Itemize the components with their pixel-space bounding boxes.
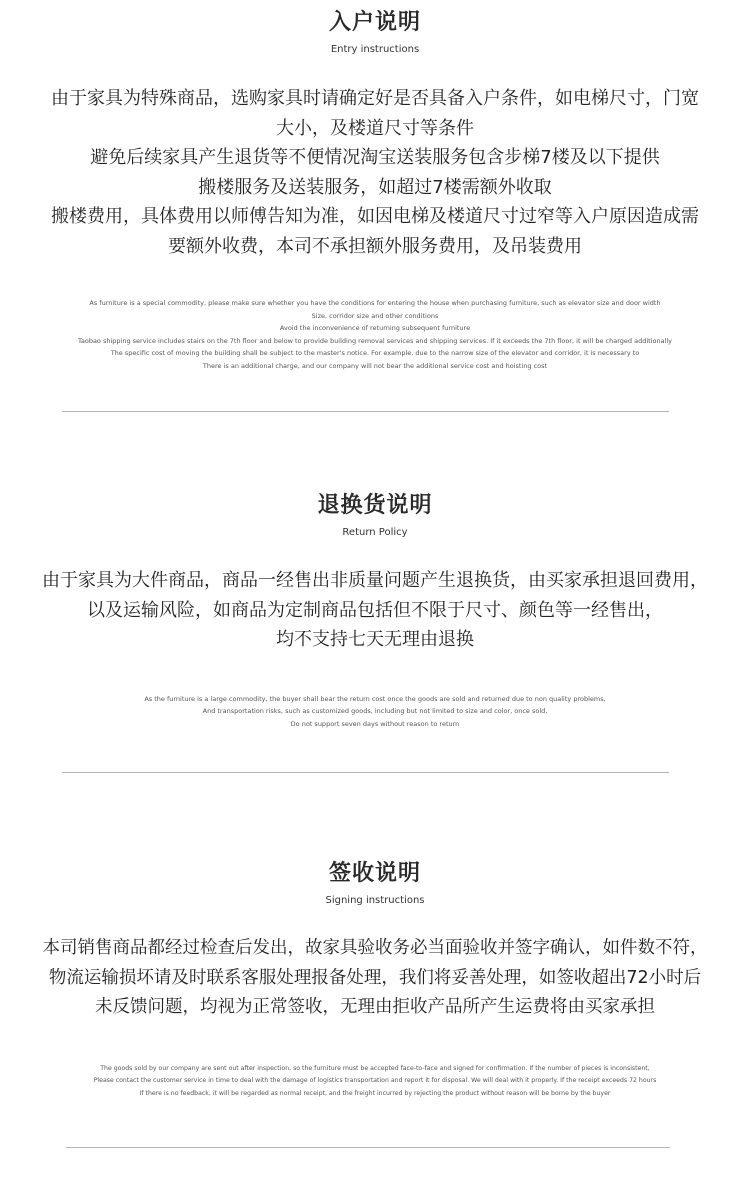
body-line-en: If there is no feedback, it will be regarded as normal receipt, and the freight incurred by rejecting the product without reason will be borne by the buyer (139, 1089, 611, 1097)
section-divider (66, 1147, 670, 1148)
section-title-en: Signing instructions (325, 895, 425, 906)
body-line: 以及运输风险，如商品为定制商品包括但不限于尺寸、颜色等一经售出， (87, 599, 663, 621)
body-line: 由于家具为特殊商品，选购家具时请确定好是否具备入户条件，如电梯尺寸，门宽 (51, 88, 699, 109)
section-divider (62, 772, 669, 773)
section-body-en (0, 1063, 750, 1101)
entry-instructions-section (0, 0, 750, 372)
body-line: 要额外收费，本司不承担额外服务费用，及吊装费用 (168, 235, 582, 257)
body-line: 避免后续家具产生退货等不便情况淘宝送装服务包含步梯7楼及以下提供 (90, 147, 660, 168)
section-body-cn (0, 84, 750, 261)
body-line: 均不支持七天无理由退换 (276, 629, 474, 650)
body-line-en: Avoid the inconvenience of returning subsequent furniture (279, 324, 471, 332)
body-line: 搬楼费用，具体费用以师傅告知为准，如因电梯及楼道尺寸过窄等入户原因造成需 (51, 206, 699, 227)
section-title-cn: 入户说明 (328, 10, 421, 35)
signing-instructions-section (0, 852, 750, 1100)
body-line: 物流运输损坏请及时联系客服处理报备处理，我们将妥善处理，如签收超出72小时后 (48, 967, 702, 988)
body-line: 未反馈问题，均视为正常签收，无理由拒收产品所产生运费将由买家承担 (95, 997, 655, 1017)
body-line-en: There is an additional charge, and our company will not bear the additional service cost and hoisting cost (202, 361, 548, 370)
section-body-cn (0, 566, 750, 655)
section-divider (62, 411, 669, 412)
section-body-en (0, 297, 750, 372)
section-body-cn (0, 934, 750, 1023)
body-line: 本司销售商品都经过检查后发出，故家具验收务必当面验收并签字确认，如件数不符， (42, 938, 708, 958)
section-title-cn: 签收说明 (328, 861, 421, 886)
body-line-en: As furniture is a special commodity, please make sure whether you have the conditions for entering the house when purchasing furniture, such as elevator size and door width (89, 299, 661, 307)
body-line-en: The specific cost of moving the building shall be subject to the master's notice. For example, due to the narrow size of the elevator and corridor, it is necessary to (110, 349, 640, 357)
section-title-en: Entry instructions (330, 44, 420, 55)
body-line: 由于家具为大件商品，商品一经售出非质量问题产生退换货，由买家承担退回费用， (42, 570, 708, 591)
body-line-en: Do not support seven days without reason to return (290, 719, 460, 728)
body-line-en: As the furniture is a large commodity, the buyer shall bear the return cost once the goods are sold and returned due to non quality problems, (144, 694, 606, 703)
body-line-en: Taobao shipping service includes stairs on the 7th floor and below to provide building removal services and shipping services. If it exceeds the 7th floor, it will be charged additionally (77, 336, 673, 345)
section-title-cn: 退换货说明 (317, 493, 433, 518)
body-line: 搬楼服务及送装服务，如超过7楼需额外收取 (198, 176, 552, 198)
section-body-en (0, 693, 750, 731)
body-line-en: And transportation risks, such as customized goods, including but not limited to size and color, once sold, (202, 707, 548, 715)
body-line: 大小，及楼道尺寸等条件 (276, 117, 474, 139)
body-line-en: The goods sold by our company are sent out after inspection, so the furniture must be accepted face-to-face and signed for confirmation. If the number of pieces is inconsistent, (100, 1064, 650, 1072)
return-policy-section (0, 482, 750, 730)
section-title-en: Return Policy (342, 527, 408, 538)
body-line-en: Size, corridor size and other conditions (311, 311, 439, 320)
body-line-en: Please contact the customer service in time to deal with the damage of logistics transportation and report it for disposal. We will deal with it properly. If the receipt exceeds 72 hours (93, 1077, 657, 1084)
